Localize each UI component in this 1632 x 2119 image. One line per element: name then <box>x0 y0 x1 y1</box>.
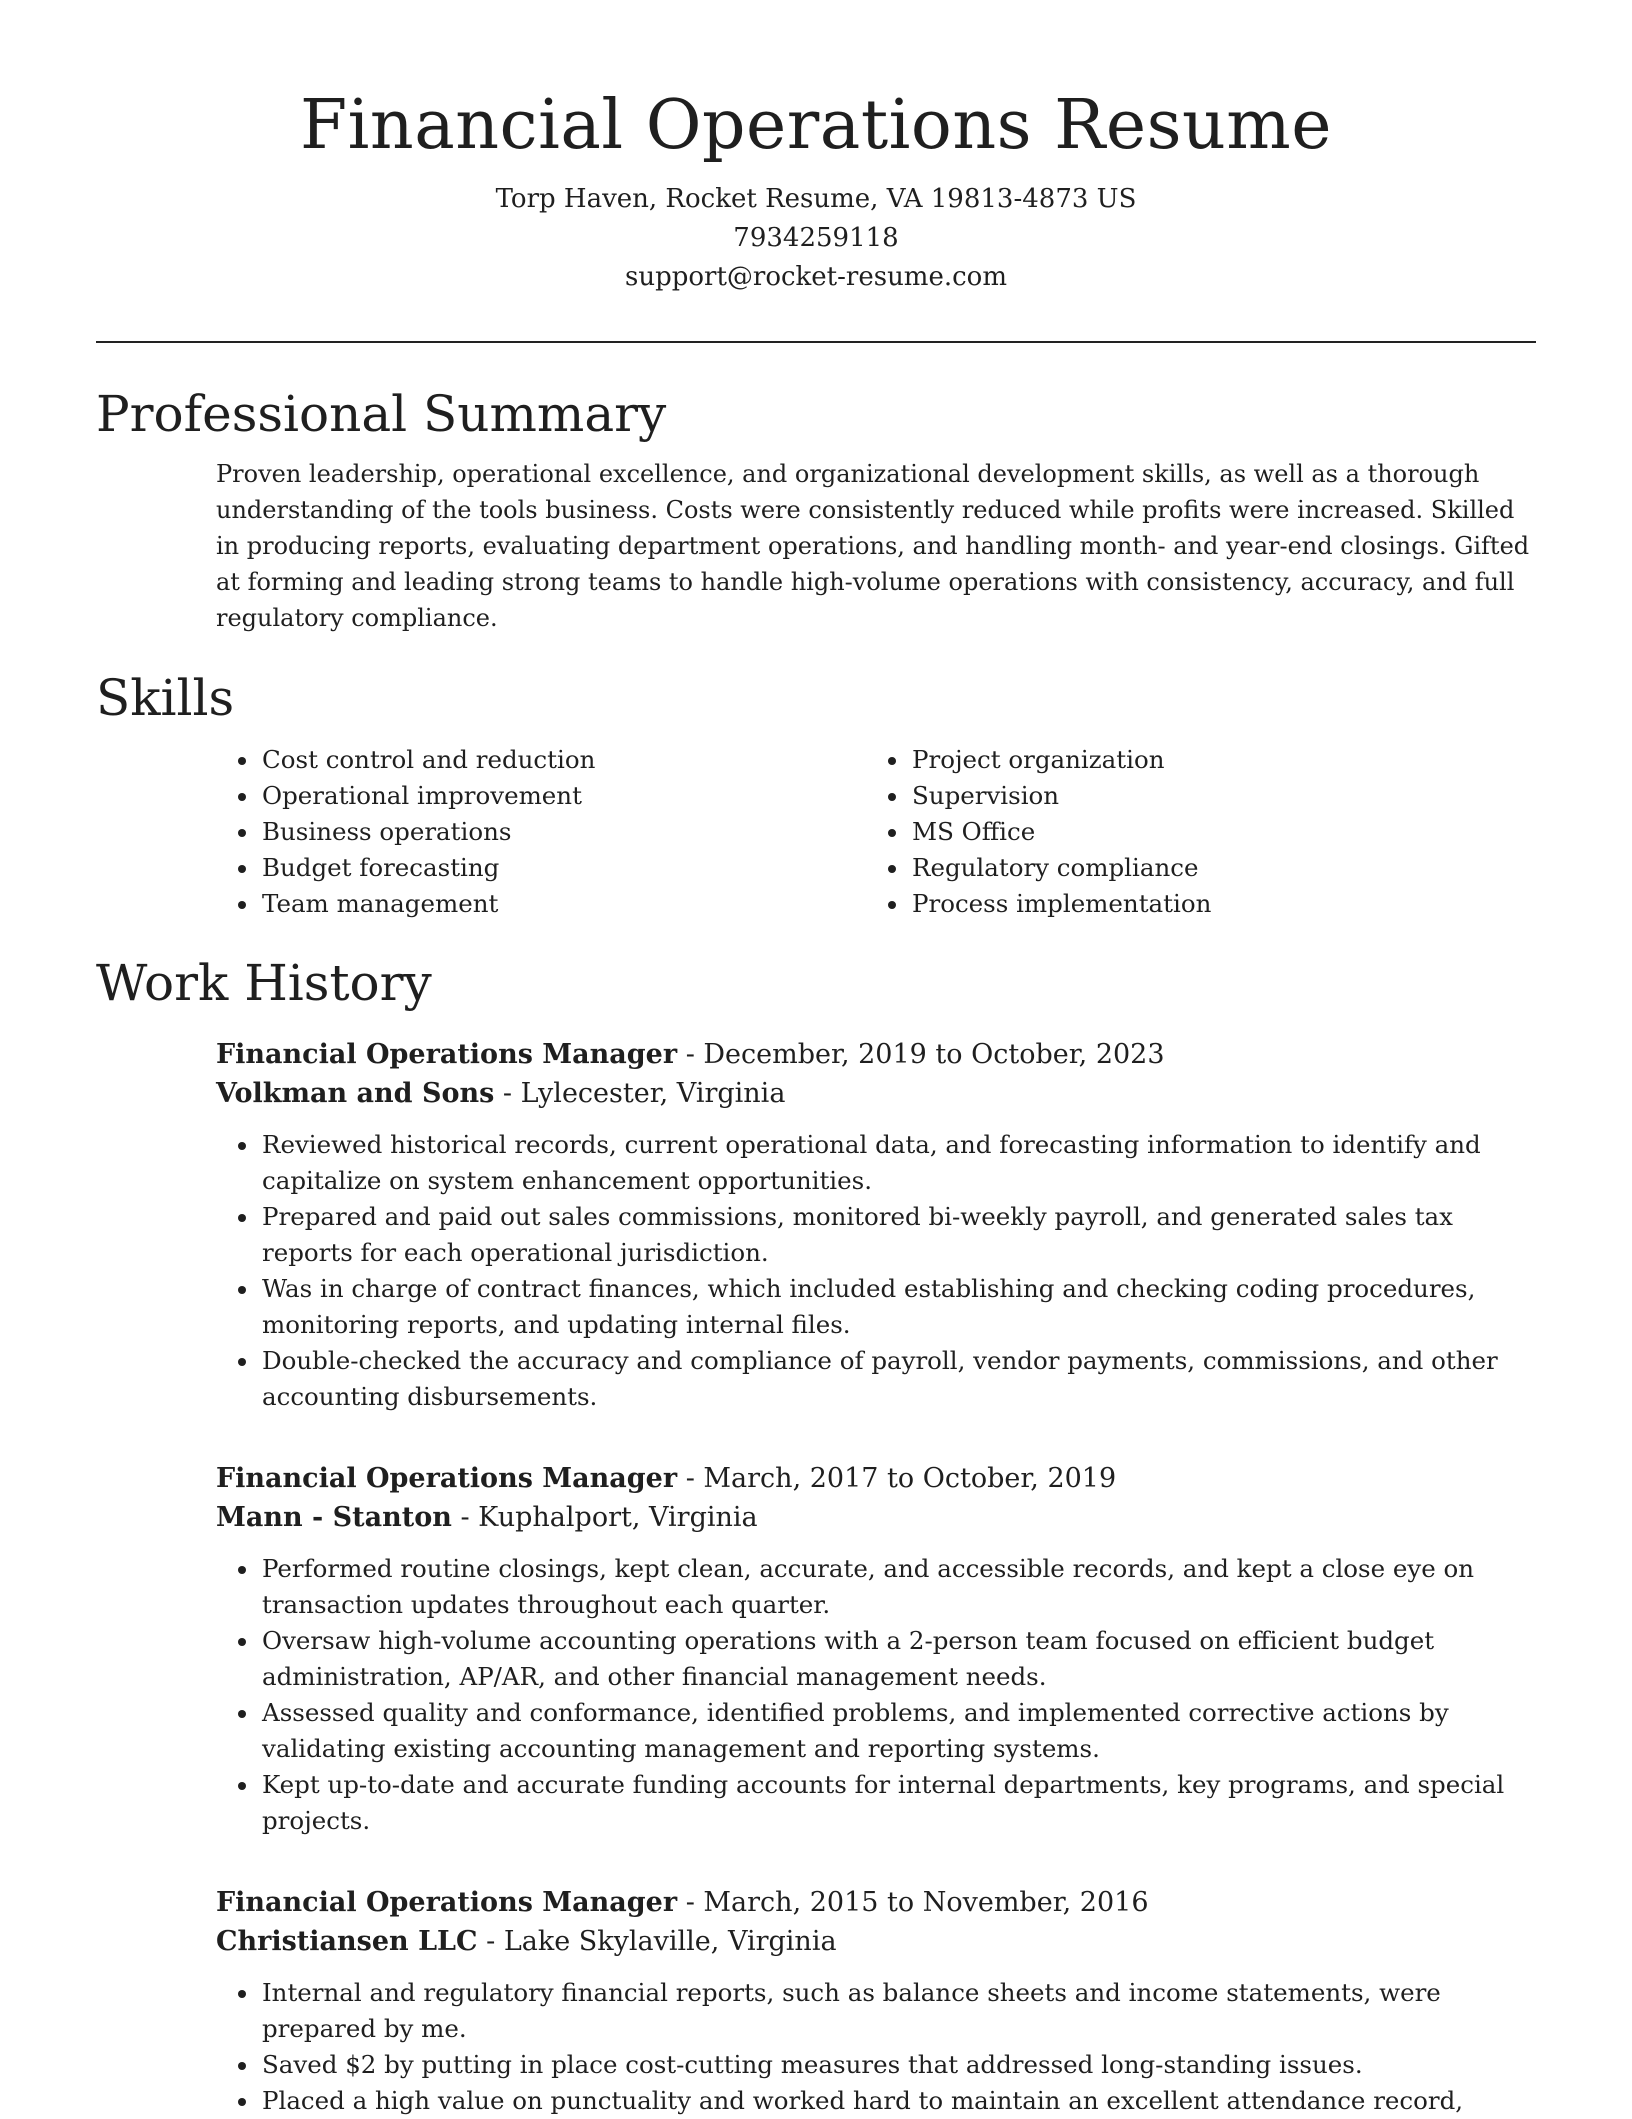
summary-text: Proven leadership, operational excellence, and organizational development skills, as well as a thorough understanding of the tools business. Costs were consistently reduced while profits were increased. Skilled in producing reports, evaluating department operations, and handling month- and year-end closings. Gifted at forming and leading strong teams to handle high-volume operations with consistency, accuracy, and full regulatory compliance. <box>216 460 1530 632</box>
skill-item: • Project organization <box>910 742 1516 778</box>
job-bullet: • Performed routine closings, kept clean, accurate, and accessible records, and kept a close eye on transaction updates throughout each quarter. <box>260 1551 1536 1623</box>
contact-block <box>0 180 1632 297</box>
summary-section <box>96 384 1536 636</box>
job-title: Financial Operations Manager <box>216 1887 678 1918</box>
skill-item: • Budget forecasting <box>260 850 866 886</box>
resume-title: Financial Operations Resume <box>299 86 1333 165</box>
skill-item: • Operational improvement <box>260 778 866 814</box>
job-bullets <box>216 1551 1536 1839</box>
job-bullet: • Prepared and paid out sales commissions, monitored bi-weekly payroll, and generated sales tax reports for each operational jurisdiction. <box>260 1199 1536 1271</box>
job-bullet: • Saved $2 by putting in place cost-cutting measures that addressed long-standing issues. <box>260 2047 1536 2083</box>
job-bullet: • Internal and regulatory financial reports, such as balance sheets and income statements, were prepared by me. <box>260 1975 1536 2047</box>
job-entry <box>216 1883 1536 2119</box>
summary-heading: Professional Summary <box>96 385 667 443</box>
job-dates: March, 2015 to November, 2016 <box>703 1887 1149 1918</box>
skill-item: • Supervision <box>910 778 1516 814</box>
work-history-section <box>96 953 1536 2119</box>
job-bullets <box>216 1975 1536 2119</box>
skills-right-column <box>866 742 1516 922</box>
job-company: Volkman and Sons <box>216 1078 495 1109</box>
job-bullet: • Placed a high value on punctuality and worked hard to maintain an excellent attendance record, <box>260 2083 1536 2119</box>
job-bullet: • Double-checked the accuracy and compliance of payroll, vendor payments, commissions, and other accounting disbursements. <box>260 1343 1536 1415</box>
job-bullet: • Assessed quality and conformance, identified problems, and implemented corrective actions by validating existing accounting management and reporting systems. <box>260 1695 1536 1767</box>
job-entry <box>216 1459 1536 1839</box>
job-location: Lylecester, Virginia <box>520 1078 786 1109</box>
job-title-line: Financial Operations Manager - December, 2019 to October, 2023 <box>216 1039 1165 1070</box>
skills-left-list <box>216 742 866 922</box>
job-bullets <box>216 1127 1536 1415</box>
job-bullet: • Reviewed historical records, current operational data, and forecasting information to identify and capitalize on system enhancement opportunities. <box>260 1127 1536 1199</box>
job-entry <box>216 1035 1536 1415</box>
job-bullet: • Was in charge of contract finances, which included establishing and checking coding procedures, monitoring reports, and updating internal files. <box>260 1271 1536 1343</box>
skills-section <box>96 668 1536 922</box>
skills-left-column <box>216 742 866 922</box>
skills-right-list <box>866 742 1516 922</box>
job-title-line: Financial Operations Manager - March, 2017 to October, 2019 <box>216 1463 1117 1494</box>
work-history-heading: Work History <box>96 954 432 1012</box>
skills-heading: Skills <box>96 669 235 727</box>
header-divider <box>96 341 1536 343</box>
job-company-line: Volkman and Sons - Lylecester, Virginia <box>216 1078 786 1109</box>
address: Torp Haven, Rocket Resume, VA 19813-4873 US <box>495 184 1137 214</box>
job-bullet: • Oversaw high-volume accounting operations with a 2-person team focused on efficient budget administration, AP/AR, and other financial management needs. <box>260 1623 1536 1695</box>
job-company: Mann - Stanton <box>216 1502 452 1533</box>
job-title: Financial Operations Manager <box>216 1463 678 1494</box>
skill-item: • Business operations <box>260 814 866 850</box>
job-bullet: • Kept up-to-date and accurate funding accounts for internal departments, key programs, and special projects. <box>260 1767 1536 1839</box>
job-company-line: Christiansen LLC - Lake Skylaville, Virginia <box>216 1926 837 1957</box>
job-company-line: Mann - Stanton - Kuphalport, Virginia <box>216 1502 758 1533</box>
skills-grid <box>216 742 1536 922</box>
job-company: Christiansen LLC <box>216 1926 478 1957</box>
job-title-line: Financial Operations Manager - March, 2015 to November, 2016 <box>216 1887 1149 1918</box>
job-dates: December, 2019 to October, 2023 <box>703 1039 1165 1070</box>
skill-item: • MS Office <box>910 814 1516 850</box>
job-title: Financial Operations Manager <box>216 1039 678 1070</box>
resume-header <box>0 0 1632 297</box>
skill-item: • Cost control and reduction <box>260 742 866 778</box>
phone: 7934259118 <box>733 223 899 253</box>
skill-item: • Team management <box>260 886 866 922</box>
skill-item: • Regulatory compliance <box>910 850 1516 886</box>
job-location: Lake Skylaville, Virginia <box>503 1926 837 1957</box>
job-dates: March, 2017 to October, 2019 <box>703 1463 1117 1494</box>
skill-item: • Process implementation <box>910 886 1516 922</box>
job-location: Kuphalport, Virginia <box>478 1502 758 1533</box>
email: support@rocket-resume.com <box>624 262 1007 292</box>
